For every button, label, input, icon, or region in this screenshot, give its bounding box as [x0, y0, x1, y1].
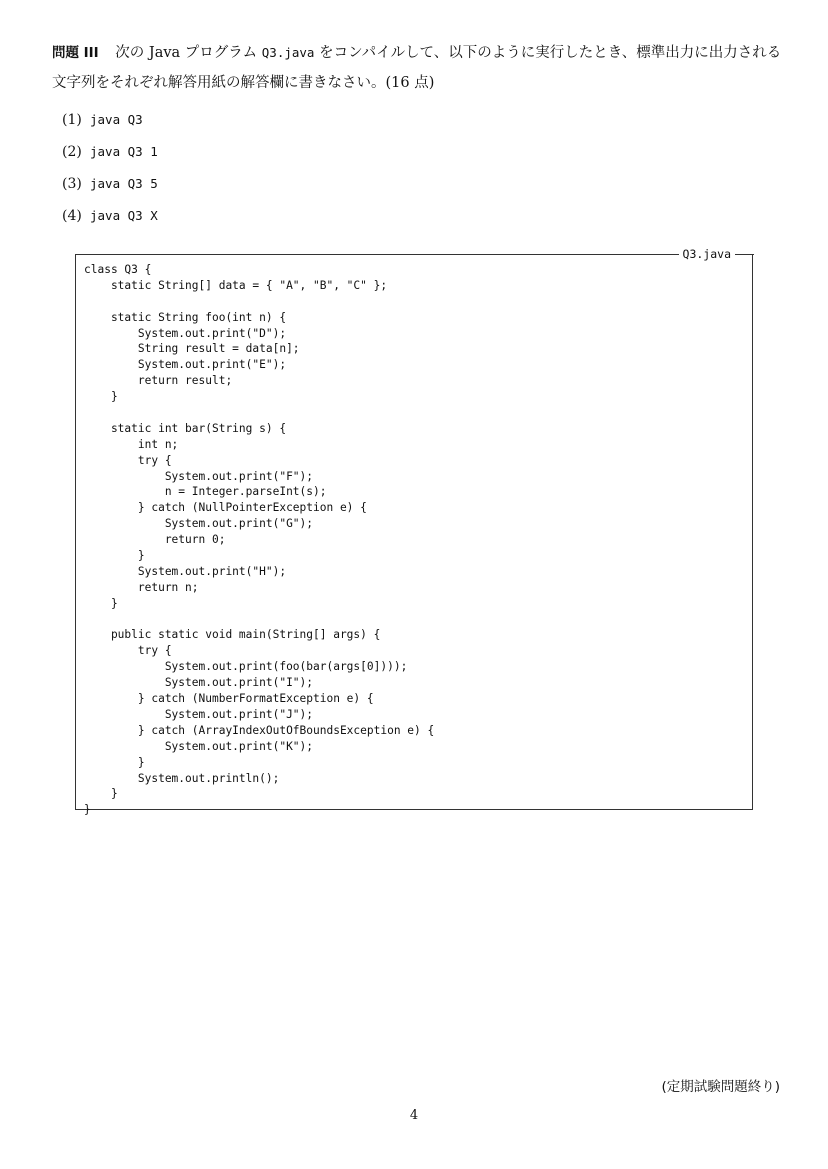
code-line: } [84, 787, 118, 801]
code-line: System.out.println(); [84, 771, 280, 785]
code-line: System.out.print(foo(bar(args[0]))); [84, 660, 408, 674]
code-line: System.out.print("F"); [84, 469, 314, 483]
command-number: (2) [62, 144, 82, 160]
command-text: java Q3 [90, 112, 143, 127]
code-line: n = Integer.parseInt(s); [84, 485, 327, 499]
code-line [84, 294, 434, 310]
code-line: System.out.print("K"); [84, 739, 314, 753]
command-text: java Q3 X [90, 208, 158, 223]
code-line: } catch (NullPointerException e) { [84, 501, 367, 515]
code-line: public static void main(String[] args) { [84, 628, 381, 642]
code-line [84, 405, 434, 421]
command-item [62, 136, 158, 168]
code-line: try { [84, 644, 172, 658]
problem-text-before: 次の Java プログラム [115, 45, 258, 61]
code-listing [84, 262, 434, 818]
code-listing-top-border [75, 254, 754, 255]
command-text: java Q3 1 [90, 144, 158, 159]
command-item [62, 200, 158, 232]
problem-text-after: をコンパイルして、以下のように実行したとき、標準出力に出力される文字列をそれぞれ解答用紙の解答欄に書きなさい。(16 点) [52, 45, 782, 91]
code-line: } [84, 755, 145, 769]
code-line: } catch (NumberFormatException e) { [84, 692, 374, 706]
command-text: java Q3 5 [90, 176, 158, 191]
command-item [62, 104, 158, 136]
code-line: static String[] data = { "A", "B", "C" }; [84, 278, 388, 292]
code-line: try { [84, 453, 172, 467]
code-line: System.out.print("H"); [84, 564, 287, 578]
command-list [62, 104, 158, 232]
code-line: } [84, 549, 145, 563]
code-line: static int bar(String s) { [84, 421, 287, 435]
code-line: System.out.print("D"); [84, 326, 287, 340]
page-number: 4 [409, 1108, 419, 1123]
command-number: (3) [62, 176, 82, 192]
code-line: } [84, 803, 91, 817]
code-line: System.out.print("I"); [84, 676, 314, 690]
code-line: return n; [84, 580, 199, 594]
code-line: } [84, 596, 118, 610]
code-line: System.out.print("E"); [84, 358, 287, 372]
problem-statement [52, 38, 782, 98]
code-line: String result = data[n]; [84, 342, 300, 356]
command-number: (1) [62, 112, 82, 128]
code-line: } catch (ArrayIndexOutOfBoundsException e) { [84, 723, 435, 737]
code-line: return 0; [84, 533, 226, 547]
code-line: class Q3 { [84, 263, 152, 276]
code-line: int n; [84, 437, 179, 451]
problem-label: 問題 [52, 45, 79, 61]
problem-filename: Q3.java [261, 45, 315, 60]
code-line [84, 612, 434, 628]
end-note: (定期試験問題終り) [661, 1079, 780, 1095]
code-line: static String foo(int n) { [84, 310, 287, 324]
problem-number: III [83, 45, 99, 61]
command-item [62, 168, 158, 200]
code-line: } [84, 390, 118, 404]
code-line: System.out.print("G"); [84, 517, 314, 531]
code-line: System.out.print("J"); [84, 707, 314, 721]
code-line: return result; [84, 374, 233, 388]
code-listing-title: Q3.java [679, 246, 735, 262]
command-number: (4) [62, 208, 82, 224]
